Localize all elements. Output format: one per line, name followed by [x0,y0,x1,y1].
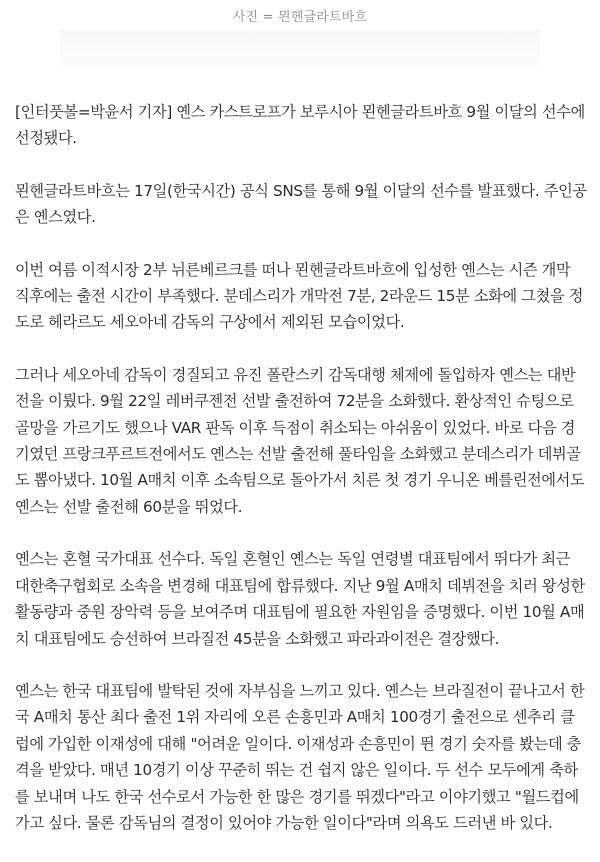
article-body [15,99,587,862]
article-paragraph: 묀헨글라트바흐는 17일(한국시간) 공식 SNS를 통해 9월 이달의 선수를 발표했다. 주인공은 옌스였다. [15,181,587,227]
article-paragraph: 이번 여름 이적시장 2부 뉘른베르크를 떠나 묀헨글라트바흐에 입성한 옌스는 시즌 개막 직후에는 출전 시간이 부족했다. 분데스리가 개막전 7분, 2라운드 15분 소화에 그쳤을 정도로 헤라르도 세오아네 감독의 구상에서 제외된 모습이었다. [15,260,584,332]
faded-image-edge [60,30,540,78]
article-paragraph: 옌스는 혼혈 국가대표 선수다. 독일 혼혈인 옌스는 독일 연령별 대표팀에서 뛰다가 최근 대한축구협회로 소속을 변경해 대표팀에 합류했다. 지난 9월 A매치 데뷔전을 치러 왕성한 활동량과 중원 장악력 등을 보여주며 대표팀에 필요한 자원임을 증명했다. 이번 10월 A매치 대표팀에도 승선하여 브라질전 45분을 소화했고 파라과이전은 결장했다. [15,550,585,648]
article-paragraph: 옌스는 한국 대표팀에 발탁된 것에 자부심을 느끼고 있다. 옌스는 브라질전이 끝나고서 한국 A매치 통산 최다 출전 1위 자리에 오른 손흥민과 A매치 100경기 출전으로 센추리 클럽에 가입한 이재성에 대해 "어려운 일이다. 이재성과 손흥민이 뛴 경기 숫자를 봤는데 충격을 받았다. 매년 10경기 이상 꾸준히 뛰는 건 쉽지 않은 일이다. 두 선수 모두에게 축하를 보내며 나도 한국 선수로서 가능한 한 많은 경기를 뛰겠다"라고 이야기했고 "월드컵에 가고 싶다. 물론 감독님의 결정이 있어야 가능한 일이다"라며 의욕도 드러낸 바 있다. [15,681,585,832]
article-paragraph: 그러나 세오아네 감독이 경질되고 유진 폴란스키 감독대행 체제에 돌입하자 옌스는 대반전을 이뤘다. 9월 22일 레버쿠젠전 선발 출전하여 72분을 소화했다. 환상적인 슈팅으로 골망을 가르기도 했으나 VAR 판독 이후 득점이 취소되는 아쉬움이 있었다. 바로 다음 경기였던 프랑크푸르트전에서도 옌스는 선발 출전해 풀타임을 소화했고 분데스리가 데뷔골도 뽑아냈다. 10월 A매치 이후 소속팀으로 돌아가서 치른 첫 경기 우니온 베를린전에서도 옌스는 선발 출전해 60분을 뛰었다. [15,365,585,516]
article-paragraph-lead: [인터풋볼=박윤서 기자] 옌스 카스트로프가 보루시아 묀헨글라트바흐 9월 이달의 선수에 선정됐다. [15,103,585,148]
photo-caption: 사진 = 묀헨글라트바흐 [232,10,368,25]
